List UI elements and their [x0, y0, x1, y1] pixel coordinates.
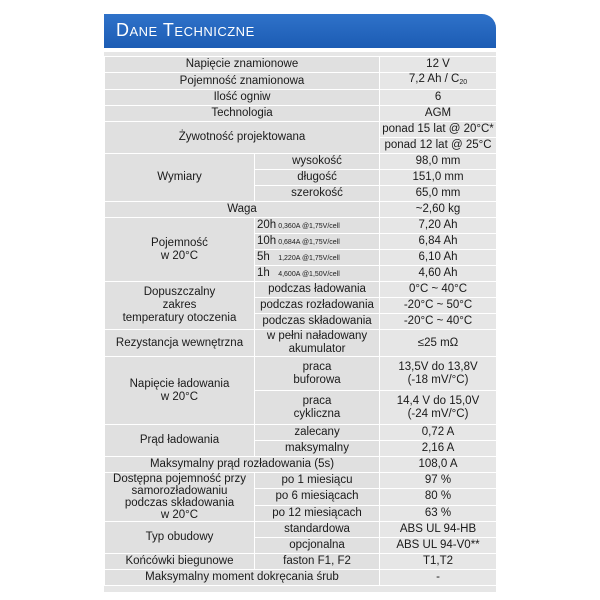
label-cell: Rezystancja wewnętrzna	[105, 330, 255, 357]
label-cell: Końcówki biegunowe	[105, 554, 255, 570]
label-cell: Ilość ogniw	[105, 90, 380, 106]
table-row	[105, 154, 497, 170]
group-label-line: Pojemność	[151, 236, 208, 249]
condition-cell: wysokość	[255, 154, 380, 170]
condition-cell: szerokość	[255, 186, 380, 202]
value-cell: 108,0 A	[380, 457, 497, 473]
condition-detail: 4,600A @1,50V/cell	[278, 270, 340, 278]
group-label-line: zakres	[162, 299, 197, 311]
group-label-line: Napięcie ładowania	[129, 377, 230, 390]
value-cell: 4,60 Ah	[380, 266, 497, 282]
table-row	[105, 90, 497, 106]
group-label-line: Dopuszczalny	[143, 286, 216, 298]
table-row	[105, 122, 497, 138]
group-label-cell	[105, 282, 255, 330]
label-cell: Pojemność znamionowa	[105, 73, 380, 90]
table-row	[105, 282, 497, 298]
condition-cell: opcjonalna	[255, 538, 380, 554]
value-cell: ~2,60 kg	[380, 202, 497, 218]
condition-detail: 1,220A @1,75V/cell	[278, 254, 340, 262]
condition-cell	[255, 234, 380, 250]
condition-cell: w pełni naładowany akumulator	[255, 330, 380, 357]
table-row	[105, 73, 497, 90]
condition-cell: po 1 miesiącu	[255, 473, 380, 489]
group-label-line: w 20°C	[160, 249, 199, 262]
group-label-line: w 20°C	[160, 509, 199, 521]
table-row	[105, 357, 497, 391]
group-label-line: w 20°C	[160, 390, 199, 403]
condition-cell	[255, 266, 380, 282]
label-cell: Technologia	[105, 106, 380, 122]
value-cell: -20°C ~ 50°C	[380, 298, 497, 314]
condition-cell	[255, 218, 380, 234]
value-cell: 6	[380, 90, 497, 106]
condition-cell: standardowa	[255, 522, 380, 538]
hours-label: 20h	[257, 218, 277, 231]
value-cell: ABS UL 94-V0**	[380, 538, 497, 554]
condition-cell: podczas rozładowania	[255, 298, 380, 314]
value-cell: 12 V	[380, 57, 497, 73]
label-cell: Waga	[105, 202, 380, 218]
value-cell	[380, 357, 497, 391]
value-cell: -20°C ~ 40°C	[380, 314, 497, 330]
table-row	[105, 425, 497, 441]
value-cell: ponad 15 lat @ 20°C*	[380, 122, 497, 138]
label-cell: Maksymalny prąd rozładowania (5s)	[105, 457, 380, 473]
group-label-cell: Wymiary	[105, 154, 255, 202]
table-row	[105, 57, 497, 73]
condition-cell	[255, 391, 380, 425]
value-cell: 6,10 Ah	[380, 250, 497, 266]
value-cell: 80 %	[380, 489, 497, 505]
section-header	[104, 14, 496, 48]
value-cell: AGM	[380, 106, 497, 122]
value-cell	[380, 391, 497, 425]
value-cell: 6,84 Ah	[380, 234, 497, 250]
condition-cell: zalecany	[255, 425, 380, 441]
table-row	[105, 570, 497, 586]
group-label-line: Dostępna pojemność przy	[113, 473, 246, 485]
condition-line: buforowa	[293, 373, 341, 386]
value-line: (-18 mV/°C)	[407, 373, 469, 386]
value-cell: 7,20 Ah	[380, 218, 497, 234]
group-label-cell	[105, 357, 255, 425]
hours-label: 10h	[257, 234, 277, 247]
group-label-line: temperatury otoczenia	[122, 312, 237, 324]
condition-line: cykliczna	[293, 407, 341, 420]
value-text: 7,2 Ah / C	[408, 73, 460, 85]
condition-line: praca	[302, 360, 332, 373]
table-row	[105, 457, 497, 473]
condition-line: praca	[302, 394, 332, 407]
value-cell: ≤25 mΩ	[380, 330, 497, 357]
value-cell: T1,T2	[380, 554, 497, 570]
value-cell: 0,72 A	[380, 425, 497, 441]
condition-detail: 0,360A @1,75V/cell	[278, 222, 340, 230]
group-label-line: samorozładowaniu	[131, 485, 228, 497]
value-cell: 98,0 mm	[380, 154, 497, 170]
specification-table	[104, 56, 497, 586]
table-row	[105, 106, 497, 122]
condition-detail: 0,684A @1,75V/cell	[278, 238, 340, 246]
value-line: 14,4 V do 15,0V	[396, 394, 480, 407]
value-cell: 151,0 mm	[380, 170, 497, 186]
table-row	[105, 218, 497, 234]
value-line: (-24 mV/°C)	[407, 407, 469, 420]
section-title: Dane Techniczne	[116, 20, 255, 40]
value-cell: 97 %	[380, 473, 497, 489]
group-label-cell: Prąd ładowania	[105, 425, 255, 457]
label-cell: Maksymalny moment dokręcania śrub	[105, 570, 380, 586]
label-cell: Napięcie znamionowe	[105, 57, 380, 73]
hours-label: 5h	[257, 250, 270, 263]
value-cell: -	[380, 570, 497, 586]
value-cell: ponad 12 lat @ 25°C	[380, 138, 497, 154]
condition-cell	[255, 250, 380, 266]
table-row	[105, 202, 497, 218]
condition-cell: po 12 miesiącach	[255, 505, 380, 521]
value-cell: ABS UL 94-HB	[380, 522, 497, 538]
table-row	[105, 554, 497, 570]
group-label-cell	[105, 473, 255, 522]
group-label-cell	[105, 218, 255, 282]
value-cell: 65,0 mm	[380, 186, 497, 202]
group-label-cell: Typ obudowy	[105, 522, 255, 554]
value-subscript: 20	[459, 79, 468, 86]
group-label-line: podczas składowania	[124, 497, 235, 509]
value-cell: 2,16 A	[380, 441, 497, 457]
condition-cell: po 6 miesiącach	[255, 489, 380, 505]
condition-cell: długość	[255, 170, 380, 186]
value-cell: 63 %	[380, 505, 497, 521]
label-cell: Żywotność projektowana	[105, 122, 380, 154]
condition-cell: podczas ładowania	[255, 282, 380, 298]
condition-cell: maksymalny	[255, 441, 380, 457]
condition-cell	[255, 357, 380, 391]
hours-label: 1h	[257, 266, 270, 279]
value-cell	[380, 73, 497, 90]
value-cell: 0°C ~ 40°C	[380, 282, 497, 298]
condition-cell: faston F1, F2	[255, 554, 380, 570]
table-row	[105, 330, 497, 357]
table-row	[105, 522, 497, 538]
table-row	[105, 473, 497, 489]
condition-cell: podczas składowania	[255, 314, 380, 330]
value-line: 13,5V do 13,8V	[398, 360, 478, 373]
